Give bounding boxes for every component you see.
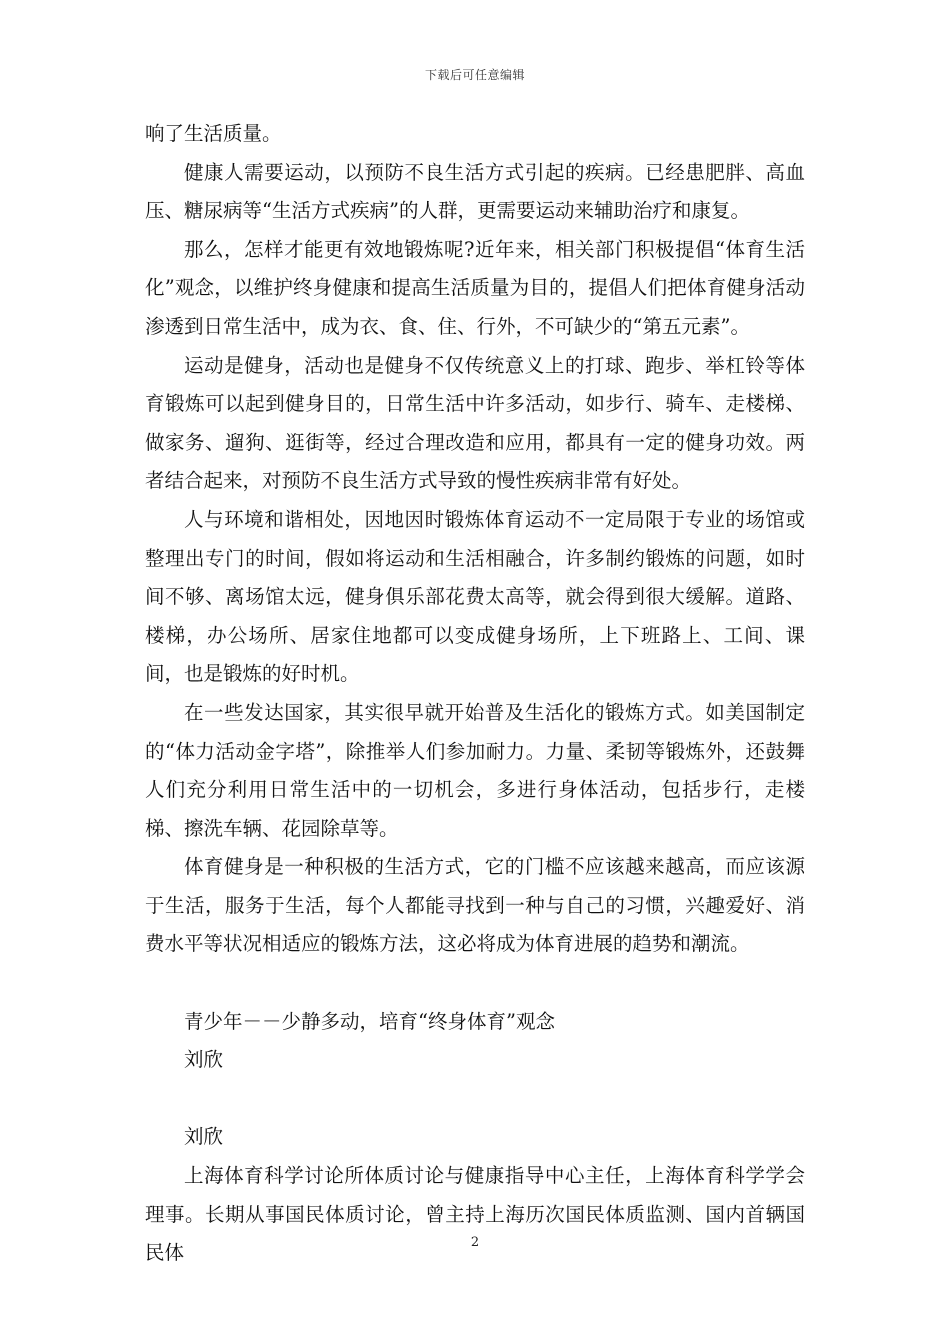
paragraph-continuation: 响了生活质量。 (145, 122, 282, 145)
paragraph: 在一些发达国家，其实很早就开始普及生活化的锻炼方式。如美国制定的“体力活动金字塔”，除推举人们参加耐力。力量、柔韧等锻炼外，还鼓舞人们充分利用日常生活中的一切机会，多进行身体活动，包括步行，走楼梯、擦洗车辆、花园除草等。 (145, 700, 805, 840)
blank-line (145, 1080, 805, 1119)
paragraph: 体育健身是一种积极的生活方式，它的门槛不应该越来越高，而应该源于生活，服务于生活，每个人都能寻找到一种与自己的习惯，兴趣爱好、消费水平等状况相适应的锻炼方法，这必将成为体育进展的趋势和潮流。 (145, 855, 805, 956)
paragraph: 人与环境和谐相处，因地因时锻炼体育运动不一定局限于专业的场馆或整理出专门的时间，假如将运动和生活相融合，许多制约锻炼的问题，如时间不够、离场馆太远，健身俱乐部花费太高等，就会得到很大缓解。道路、楼梯，办公场所、居家住地都可以变成健身场所，上下班路上、工间、课间，也是锻炼的好时机。 (145, 507, 805, 686)
page-header: 下载后可任意编辑 (424, 68, 525, 82)
author-line: 刘欣 (184, 1048, 224, 1072)
paragraph: 那么，怎样才能更有效地锻炼呢?近年来，相关部门积极提倡“体育生活化”观念，以维护终身健康和提高生活质量为目的，提倡人们把体育健身活动渗透到日常生活中，成为衣、食、住、行外，不可缺少的“第五元素”。 (145, 237, 805, 338)
section-title: 青少年－－少静多动，培育“终身体育”观念 (184, 1009, 555, 1033)
paragraph: 健康人需要运动，以预防不良生活方式引起的疾病。已经患肥胖、高血压、糖尿病等“生活方式疾病”的人群，更需要运动来辅助治疗和康复。 (145, 160, 805, 223)
document-body (145, 115, 805, 1273)
blank-line (145, 964, 805, 1003)
bio-paragraph: 上海体育科学讨论所体质讨论与健康指导中心主任，上海体育科学学会理事。长期从事国民体质讨论，曾主持上海历次国民体质监测、国内首辆国民体 (145, 1164, 805, 1265)
page-number: 2 (470, 1235, 480, 1250)
bio-name: 刘欣 (184, 1125, 224, 1149)
paragraph: 运动是健身，活动也是健身不仅传统意义上的打球、跑步、举杠铃等体育锻炼可以起到健身目的，日常生活中许多活动，如步行、骑车、走楼梯、做家务、遛狗、逛街等，经过合理改造和应用，都具有一定的健身功效。两者结合起来，对预防不良生活方式导致的慢性疾病非常有好处。 (145, 353, 805, 493)
